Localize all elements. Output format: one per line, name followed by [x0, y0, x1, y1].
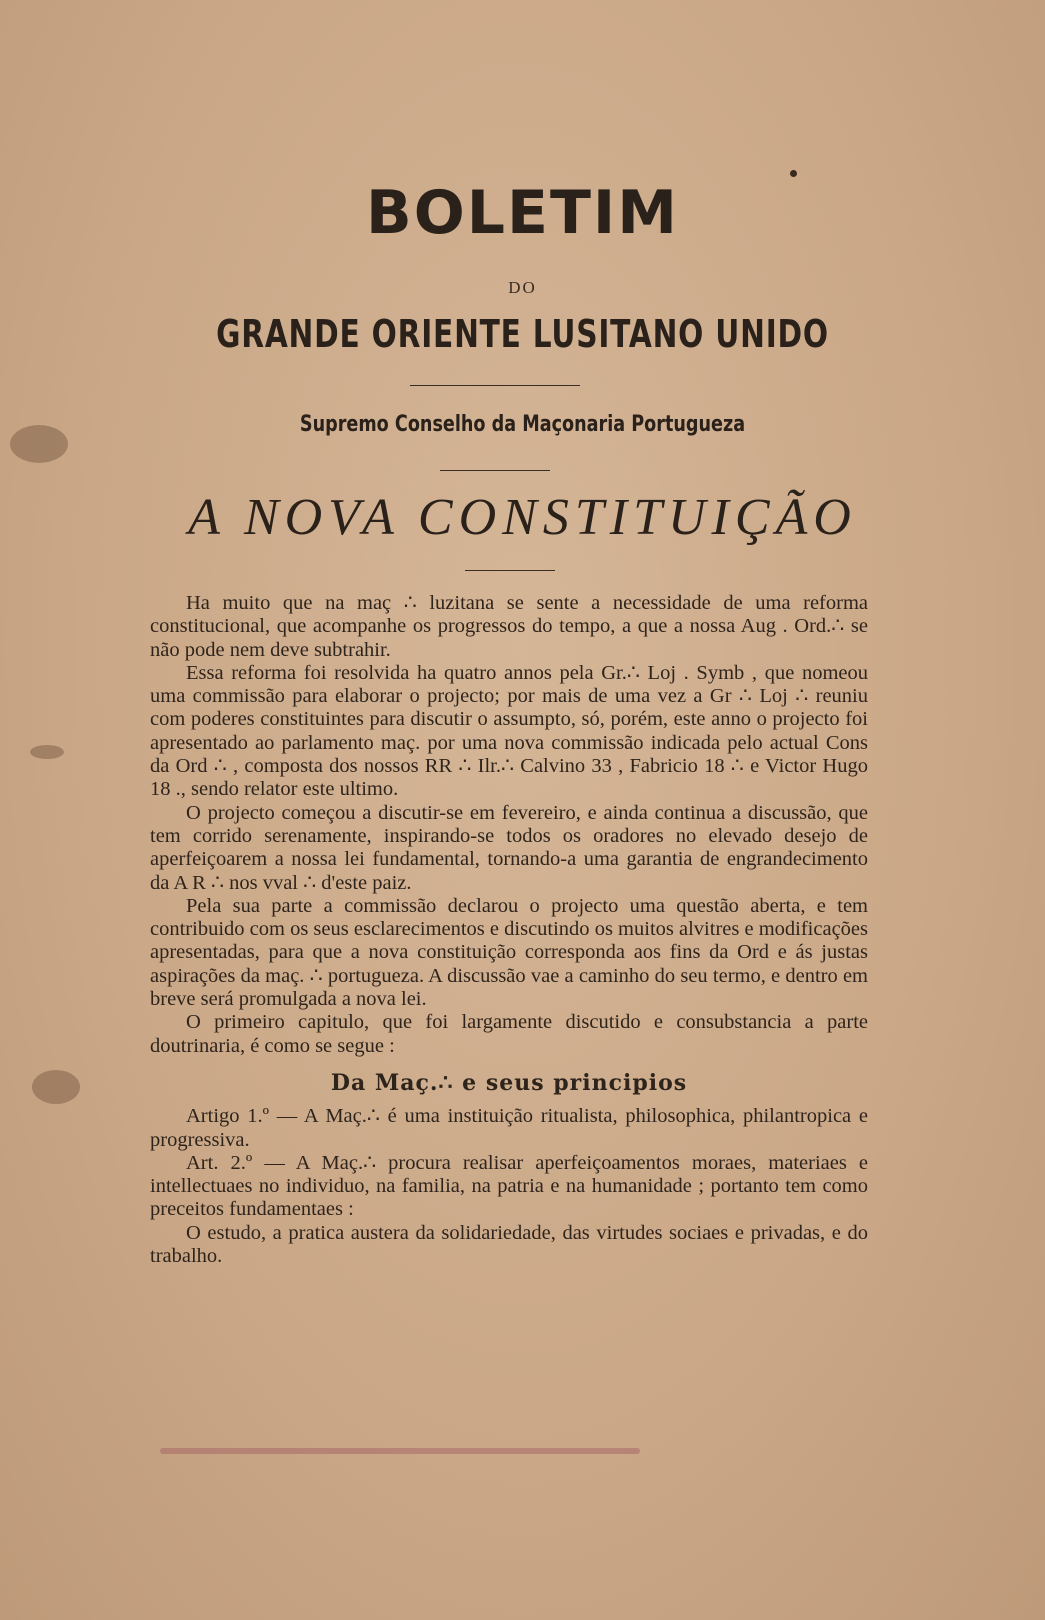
bulletin-title: BOLETIM	[366, 178, 679, 248]
title-preposition: DO	[508, 278, 537, 297]
article-item: Art. 2.º — A Maç.∴ procura realisar aperfeiçoamentos moraes, materiaes e intellectuaes no individuo, na familia, na patria e na humanidade ; portanto tem como preceitos fundamentaes :	[150, 1151, 868, 1221]
article-body	[150, 592, 868, 1268]
paragraph: O primeiro capitulo, que foi largamente discutido e consubstancia a parte doutrinaria, é como se segue :	[150, 1011, 868, 1057]
divider-line	[440, 470, 550, 471]
paragraph: O projecto começou a discutir-se em fevereiro, e ainda continua a discussão, que tem corrido serenamente, inspirando-se todos os oradores no elevado desejo de aperfeiçoarem a nossa lei fundamental, tornando-a uma garantia de engrandecimento da A R ∴ nos vval ∴ d'este paiz.	[150, 801, 868, 894]
article-item: O estudo, a pratica austera da solidariedade, das virtudes sociaes e privadas, e do trabalho.	[150, 1221, 868, 1268]
paragraph: Essa reforma foi resolvida ha quatro annos pela Gr.∴ Loj . Symb , que nomeou uma commissão para elaborar o projecto; por mais de uma vez a Gr ∴ Loj ∴ reuniu com poderes constituintes para discutir o assumpto, só, porém, este anno o projecto foi apresentado ao parlamento maç. por uma nova commissão indicada pelo actual Cons da Ord ∴ , composta dos nossos RR ∴ Ilr.∴ Calvino 33 , Fabricio 18 ∴ e Victor Hugo 18 ., sendo relator este ultimo.	[150, 661, 868, 801]
divider-line	[410, 385, 580, 386]
article-item: Artigo 1.º — A Maç.∴ é uma instituição ritualista, philosophica, philantropica e progressiva.	[150, 1105, 868, 1151]
section-title: Da Maç.∴ e seus principios	[330, 1069, 688, 1096]
paragraph: Ha muito que na maç ∴ luzitana se sente a necessidade de uma reforma constitucional, que acompanhe os progressos do tempo, a que a nossa Aug . Ord.∴ se não pode nem deve subtrahir.	[150, 592, 868, 661]
main-heading: A NOVA CONSTITUIÇÃO	[188, 489, 857, 546]
organization-name: GRANDE ORIENTE LUSITANO UNIDO	[216, 312, 829, 356]
margin-stain	[30, 745, 64, 759]
divider-line	[465, 570, 555, 571]
paragraph: Pela sua parte a commissão declarou o projecto uma questão aberta, e tem contribuido com os seus esclarecimentos e discutindo os muitos alvitres e modificações apresentadas, para que a nova constituição corresponda aos fins da Ord e ás justas aspirações da maç. ∴ portugueza. A discussão vae a caminho do seu termo, e dentro em breve será promulgada a nova lei.	[150, 894, 868, 1011]
faded-stamp	[160, 1448, 640, 1454]
margin-stain	[10, 425, 68, 463]
ink-dot	[790, 170, 797, 177]
subtitle: Supremo Conselho da Maçonaria Portugueza	[299, 412, 746, 437]
margin-stain	[32, 1070, 80, 1104]
